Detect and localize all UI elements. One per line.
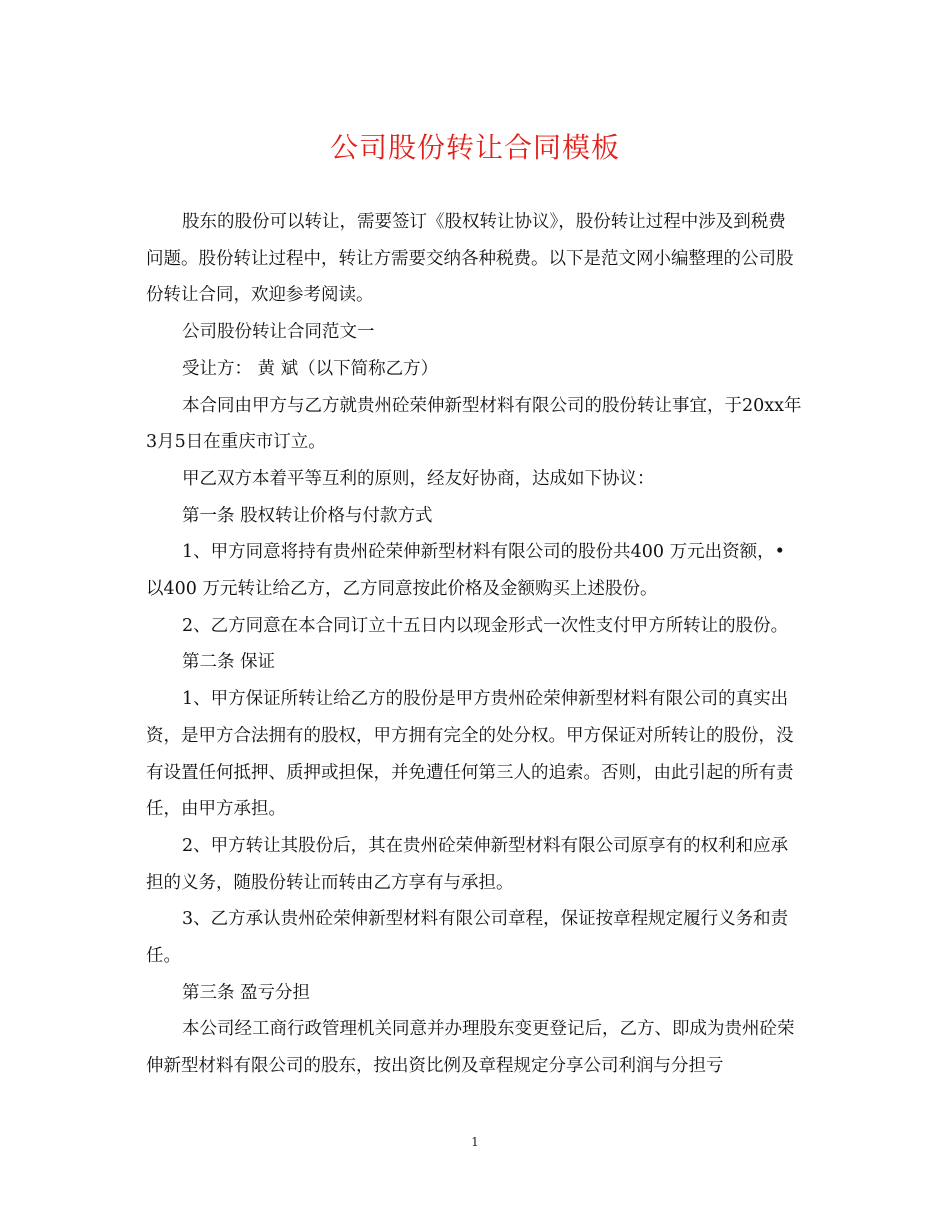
article-two-clause-2: 2、甲方转让其股份后，其在贵州砼荣伸新型材料有限公司原享有的权利和应承担的义务，随股份转让而转由乙方享有与承担。 <box>146 835 789 893</box>
paragraph-heading-sample-one: 公司股份转让合同范文一 <box>182 322 375 343</box>
document-title: 公司股份转让合同模板 <box>329 131 620 164</box>
paragraph-intro: 股东的股份可以转让，需要签订《股权转让协议》，股份转让过程中涉及到税费问题。股份转让过程中，转让方需要交纳各种税费。以下是范文网小编整理的公司股份转让合同，欢迎参考阅读。 <box>146 212 794 306</box>
article-three-clause: 本公司经工商行政管理机关同意并办理股东变更登记后，乙方、即成为贵州砼荣伸新型材料有限公司的股东，按出资比例及章程规定分享公司利润与分担亏 <box>146 1019 795 1077</box>
paragraph-agreement-principle: 甲乙双方本着平等互利的原则，经友好协商，达成如下协议： <box>182 468 655 489</box>
article-two-clause-1: 1、甲方保证所转让给乙方的股份是甲方贵州砼荣伸新型材料有限公司的真实出资，是甲方合法拥有的股权，甲方拥有完全的处分权。甲方保证对所转让的股份，没有设置任何抵押、质押或担保，并免遭任何第三人的追索。否则，由此引起的所有责任，由甲方承担。 <box>146 689 794 820</box>
article-one-heading: 第一条 股权转让价格与付款方式 <box>182 505 433 526</box>
document-body <box>146 204 802 1085</box>
article-two-heading: 第二条 保证 <box>182 652 276 673</box>
article-two-clause-3: 3、乙方承认贵州砼荣伸新型材料有限公司章程，保证按章程规定履行义务和责任。 <box>146 909 789 967</box>
paragraph-contract-signing: 本合同由甲方与乙方就贵州砼荣伸新型材料有限公司的股份转让事宜，于20xx年3月5日在重庆市订立。 <box>146 395 802 453</box>
article-three-heading: 第三条 盈亏分担 <box>182 982 311 1003</box>
article-one-clause-1: 1、甲方同意将持有贵州砼荣伸新型材料有限公司的股份共400 万元出资额，•以400 万元转让给乙方，乙方同意按此价格及金额购买上述股份。 <box>146 542 785 600</box>
page-number: 1 <box>471 1135 479 1149</box>
article-one-clause-2: 2、乙方同意在本合同订立十五日内以现金形式一次性支付甲方所转让的股份。 <box>182 615 789 636</box>
paragraph-transferee: 受让方： 黄 斌（以下简称乙方） <box>182 358 439 379</box>
